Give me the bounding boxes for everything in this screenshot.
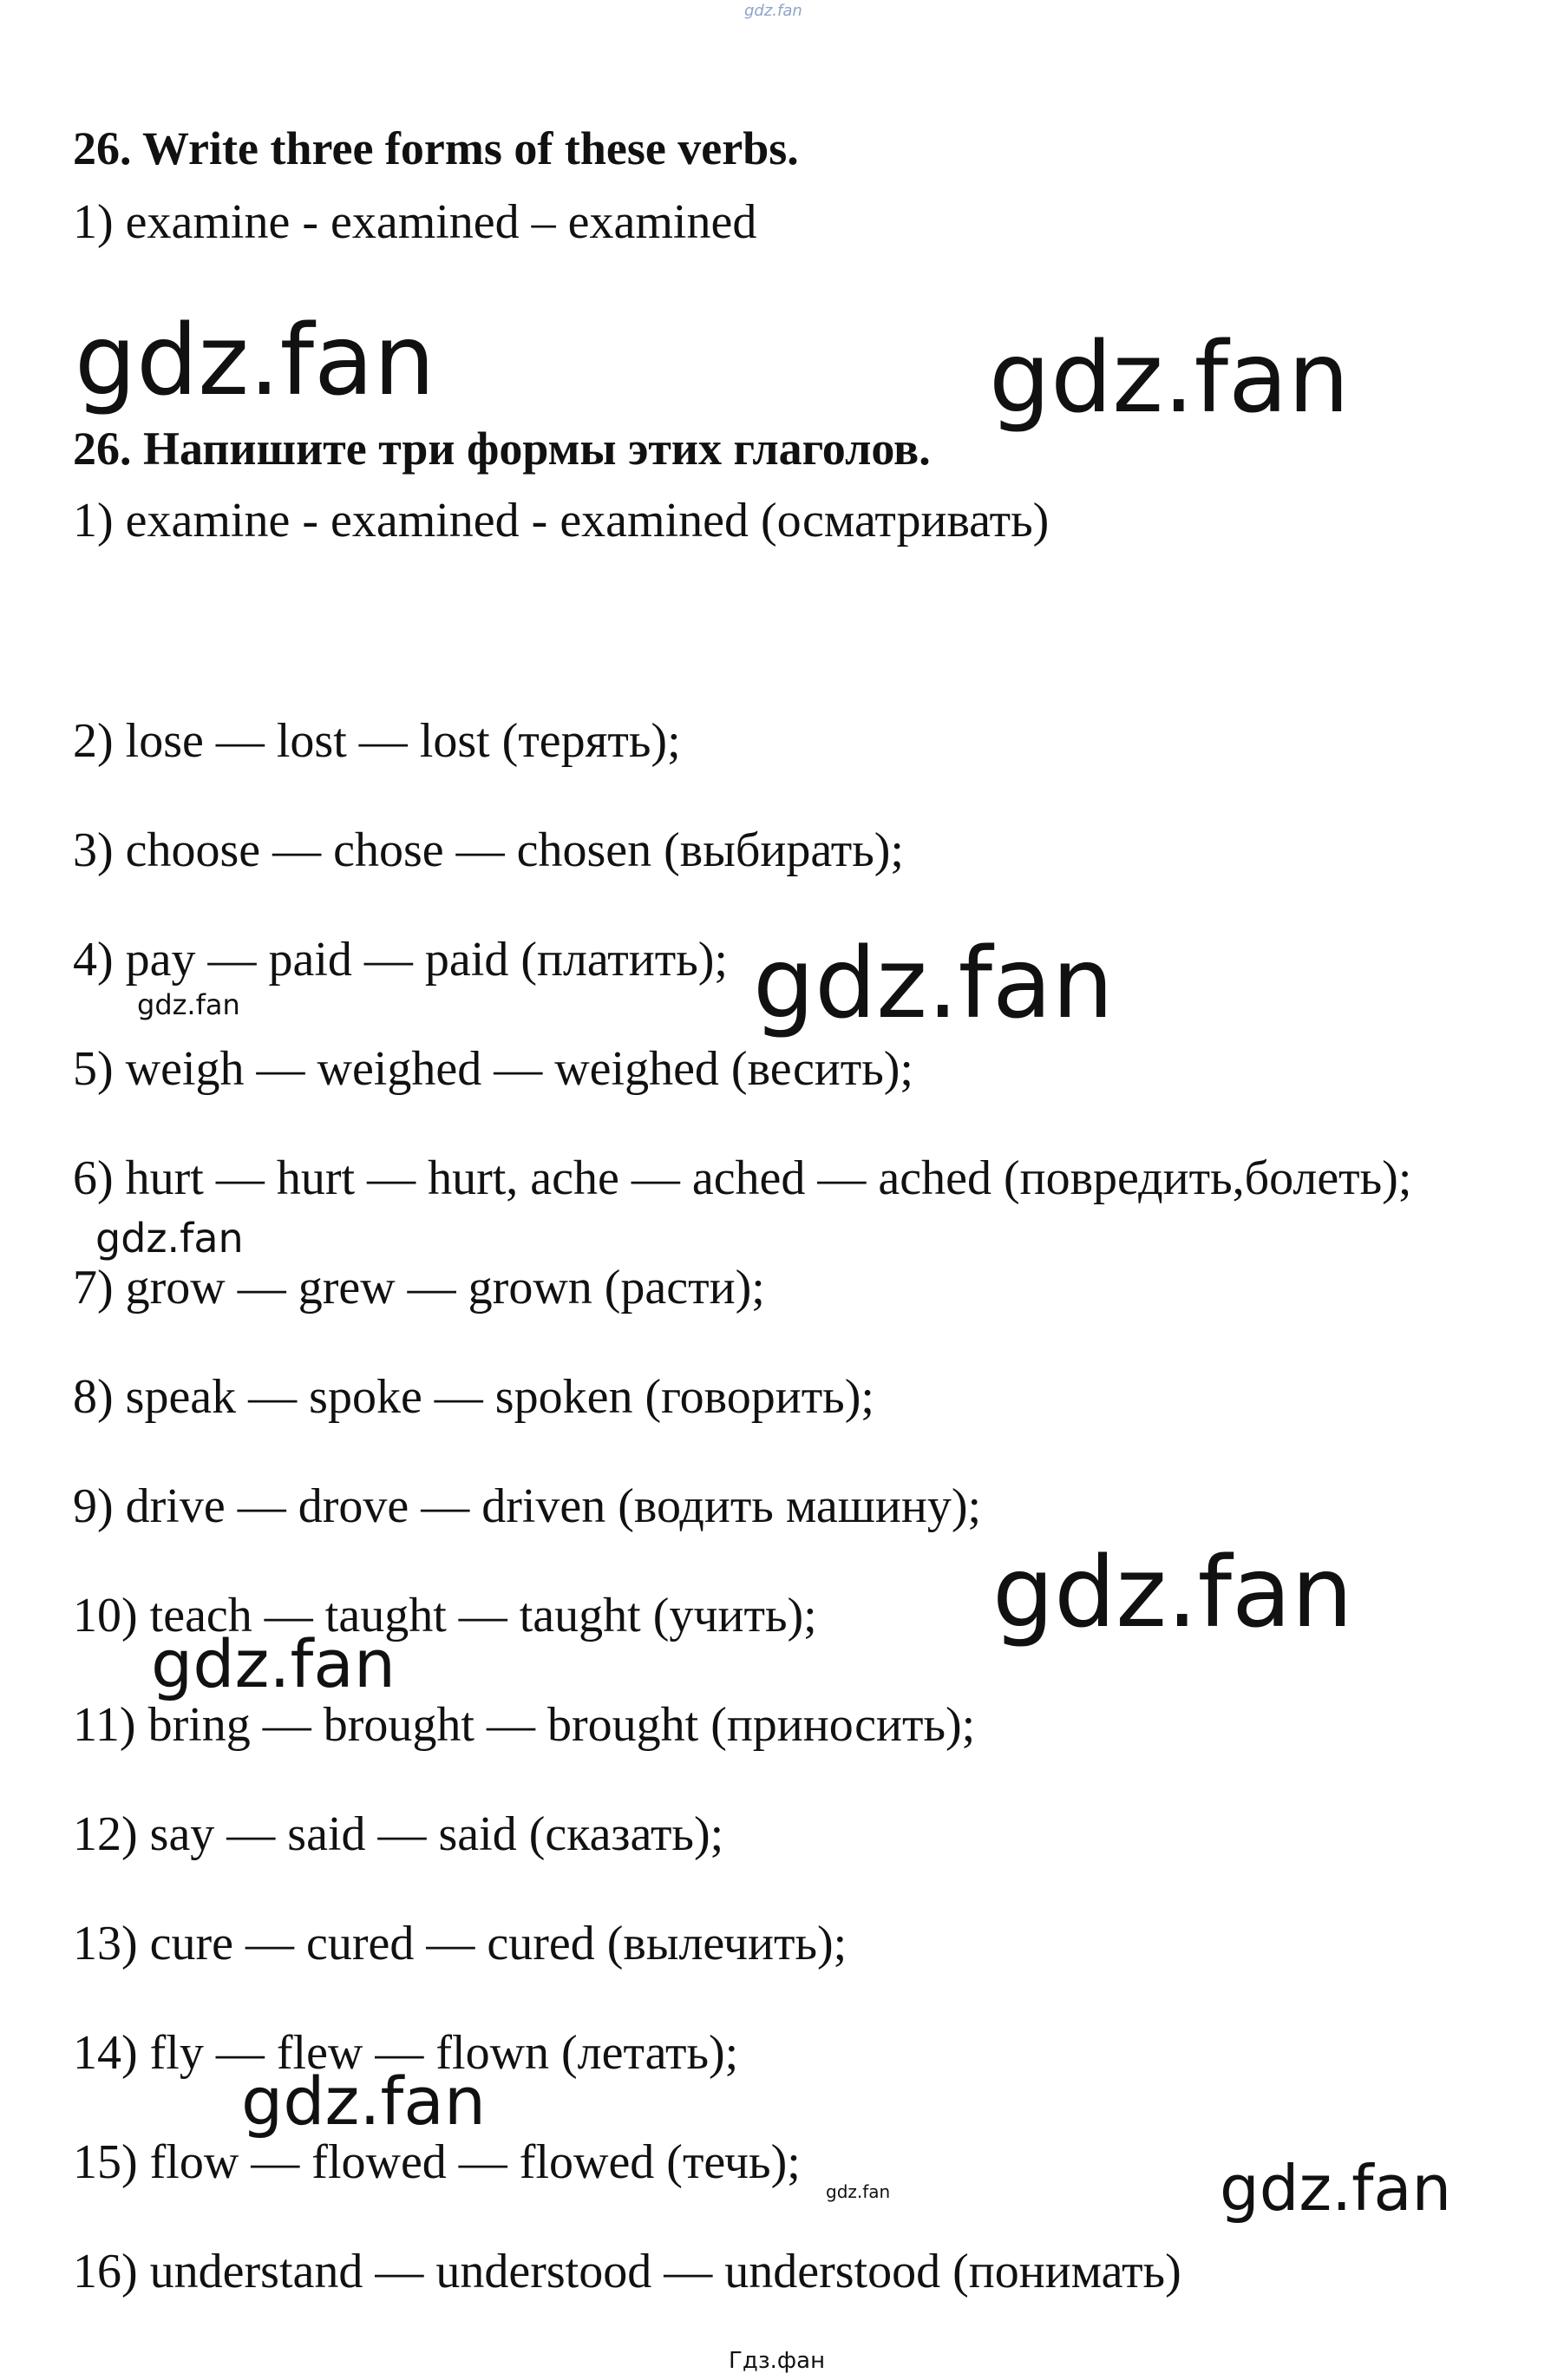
watermark: gdz.fan (137, 988, 240, 1021)
list-item: 5) weigh — weighed — weighed (весить); (73, 1042, 913, 1096)
watermark: gdz.fan (95, 1215, 244, 1262)
list-item: 2) lose — lost — lost (терять); (73, 714, 681, 768)
list-item: 4) pay — paid — paid (платить); (73, 933, 728, 987)
list-item: 7) grow — grew — grown (расти); (73, 1261, 765, 1315)
list-item: 6) hurt — hurt — hurt, ache — ached — ached (повредить,болеть); (73, 1151, 1412, 1205)
watermark: gdz.fan (75, 305, 435, 417)
watermark: gdz.fan (1220, 2152, 1452, 2225)
list-item: 15) flow — flowed — flowed (течь); (73, 2135, 801, 2189)
russian-answer-1: 1) examine - examined - examined (осматривать) (73, 494, 1050, 547)
watermark: gdz.fan (826, 2181, 891, 2202)
list-item: 12) say — said — said (сказать); (73, 1807, 724, 1861)
watermark: gdz.fan (989, 322, 1350, 435)
top-watermark: gdz.fan (744, 2, 802, 20)
watermark: gdz.fan (151, 1625, 396, 1702)
watermark: gdz.fan (241, 2062, 487, 2140)
list-item: 14) fly — flew — flown (летать); (73, 2026, 739, 2080)
list-item: 8) speak — spoke — spoken (говорить); (73, 1370, 874, 1424)
list-item: 11) bring — brought — brought (приносить); (73, 1698, 976, 1752)
list-item: 16) understand — understood — understood (понимать) (73, 2245, 1181, 2298)
russian-heading: 26. Напишите три формы этих глаголов. (73, 423, 931, 475)
bottom-watermark: Гдз.фан (729, 2348, 826, 2374)
english-answer-1: 1) examine - examined – examined (73, 195, 757, 249)
list-item: 13) cure — cured — cured (вылечить); (73, 1917, 847, 1970)
english-heading: 26. Write three forms of these verbs. (73, 122, 799, 174)
list-item: 10) teach — taught — taught (учить); (73, 1589, 817, 1642)
list-item: 3) choose — chose — chosen (выбирать); (73, 823, 904, 877)
watermark: gdz.fan (753, 928, 1114, 1040)
watermark: gdz.fan (992, 1537, 1353, 1649)
list-item: 9) drive — drove — driven (водить машину); (73, 1479, 982, 1533)
